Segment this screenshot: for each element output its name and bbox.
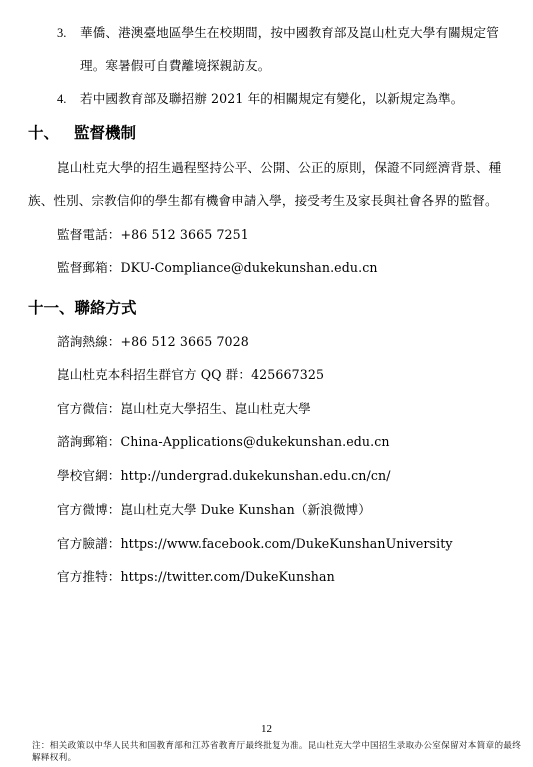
section-11-number: 十一、 [28, 299, 75, 317]
contact-website: 學校官網：http://undergrad.dukekunshan.edu.cn/cn/ [57, 468, 391, 483]
list-item-3-line-2: 理。寒暑假可自費離境探親訪友。 [80, 58, 271, 73]
page-number: 12 [261, 723, 272, 735]
footnote: 注：相关政策以中华人民共和国教育部和江苏省教育厅最终批复为准。昆山杜克大学中国招生录取办公室保留对本简章的最终解释权利。 [32, 741, 522, 763]
list-item-3-number: 3. [57, 26, 67, 40]
list-item-4-line-1: 若中國教育部及聯招辦 2021 年的相關規定有變化，以新規定為準。 [80, 91, 464, 106]
supervision-phone: 監督電話：+86 512 3665 7251 [57, 227, 249, 242]
section-10-heading [28, 123, 136, 143]
contact-weibo: 官方微博：崑山杜克大學 Duke Kunshan（新浪微博） [57, 502, 371, 517]
section-10-paragraph-line-1: 崑山杜克大學的招生過程堅持公平、公開、公正的原則，保證不同經濟背景、種 [57, 160, 502, 175]
section-10-title: 監督機制 [74, 124, 137, 142]
section-10-paragraph-line-2: 族、性別、宗教信仰的學生都有機會申請入學，接受考生及家長與社會各界的監督。 [28, 193, 498, 208]
section-11-title: 聯絡方式 [74, 299, 137, 317]
supervision-email: 監督郵箱：DKU-Compliance@dukekunshan.edu.cn [57, 260, 378, 275]
contact-qq-group: 崑山杜克本科招生群官方 QQ 群：425667325 [57, 367, 325, 382]
contact-wechat: 官方微信：崑山杜克大學招生、崑山杜克大學 [57, 401, 311, 416]
list-item-4-number: 4. [57, 92, 67, 106]
contact-email: 諮詢郵箱：China-Applications@dukekunshan.edu.cn [57, 434, 390, 449]
section-10-number: 十、 [28, 124, 60, 142]
list-item-3-line-1: 華僑、港澳臺地區學生在校期間，按中國教育部及崑山杜克大學有關規定管 [80, 25, 499, 40]
contact-hotline: 諮詢熱線：+86 512 3665 7028 [57, 334, 249, 349]
contact-facebook: 官方臉譜：https://www.facebook.com/DukeKunshanUniversity [57, 536, 453, 551]
contact-twitter: 官方推特：https://twitter.com/DukeKunshan [57, 569, 335, 584]
section-11-heading [28, 298, 137, 318]
